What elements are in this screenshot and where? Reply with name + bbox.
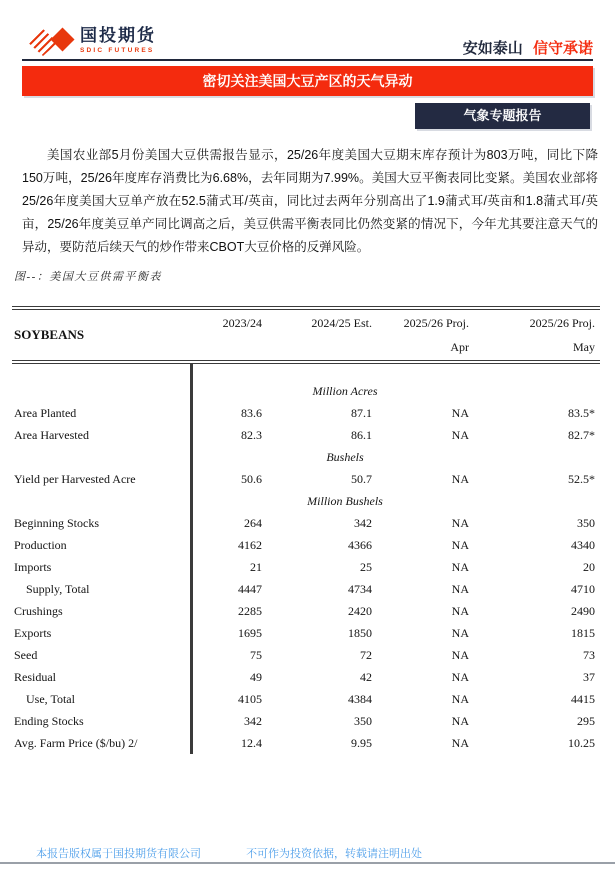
report-title-banner: 密切关注美国大豆产区的天气异动 bbox=[22, 66, 593, 96]
cell-value: NA bbox=[451, 405, 469, 420]
row-label: Exports bbox=[14, 625, 52, 640]
cell-value: 37 bbox=[583, 669, 595, 684]
table-row bbox=[12, 402, 600, 424]
cell-value: 73 bbox=[583, 647, 595, 662]
cell-value: 82.3 bbox=[241, 427, 262, 442]
table-row bbox=[12, 468, 600, 490]
column-header: 2025/26 Proj. bbox=[529, 316, 595, 330]
cell-value: 52.5* bbox=[568, 471, 595, 486]
cell-value: NA bbox=[451, 471, 469, 486]
cell-value: NA bbox=[451, 603, 469, 618]
figure-caption: 图--：美国大豆供需平衡表 bbox=[14, 271, 162, 283]
sdic-futures-logo-icon bbox=[28, 25, 78, 59]
cell-value: NA bbox=[451, 647, 469, 662]
cell-value: 1695 bbox=[238, 625, 262, 640]
cell-value: NA bbox=[451, 427, 469, 442]
row-label: Supply, Total bbox=[26, 581, 90, 596]
table-section-row bbox=[12, 446, 600, 468]
cell-value: 83.5* bbox=[568, 405, 595, 420]
table-section-row bbox=[12, 380, 600, 402]
cell-value: 75 bbox=[250, 647, 262, 662]
cell-value: 9.95 bbox=[351, 735, 372, 750]
table-header bbox=[12, 306, 600, 364]
row-label: Area Planted bbox=[14, 405, 77, 420]
footer-disclaimer: 不可作为投资依据，转载请注明出处 bbox=[246, 848, 423, 860]
column-subheader: Apr bbox=[450, 340, 469, 354]
table-row bbox=[12, 578, 600, 600]
cell-value: 264 bbox=[244, 515, 262, 530]
footer bbox=[36, 845, 422, 861]
row-label: Avg. Farm Price ($/bu) 2/ bbox=[14, 735, 138, 750]
cell-value: 295 bbox=[577, 713, 595, 728]
row-label: Area Harvested bbox=[14, 427, 89, 442]
row-label: Residual bbox=[14, 669, 56, 684]
row-label: Ending Stocks bbox=[14, 713, 84, 728]
column-header: 2025/26 Proj. bbox=[403, 316, 469, 330]
cell-value: 4447 bbox=[238, 581, 262, 596]
table-row bbox=[12, 710, 600, 732]
table-section-row bbox=[12, 490, 600, 512]
table-row bbox=[12, 424, 600, 446]
cell-value: 25 bbox=[360, 559, 372, 574]
cell-value: 4105 bbox=[238, 691, 262, 706]
cell-value: 2285 bbox=[238, 603, 262, 618]
cell-value: 2420 bbox=[348, 603, 372, 618]
soybean-balance-table bbox=[12, 306, 600, 754]
cell-value: 50.7 bbox=[351, 471, 372, 486]
table-row bbox=[12, 600, 600, 622]
cell-value: 4162 bbox=[238, 537, 262, 552]
cell-value: 4384 bbox=[348, 691, 372, 706]
cell-value: 4415 bbox=[571, 691, 595, 706]
row-label: Imports bbox=[14, 559, 52, 574]
section-unit-label: Million Bushels bbox=[307, 494, 383, 508]
table-body bbox=[12, 364, 600, 754]
column-subheader: May bbox=[573, 340, 595, 354]
cell-value: 1815 bbox=[571, 625, 595, 640]
summary-paragraph: 美国农业部5月份美国大豆供需报告显示，25/26年度美国大豆期末库存预计为803万吨，同比下降150万吨，25/26年度库存消费比为6.68%，去年同期为7.99%。美国大豆平衡表同比变紧。美国农业部将25/26年度美国大豆单产放在52.5蒲式耳/英亩，同比过去两年分别高出了1.9蒲式耳/英亩和1.8蒲式耳/英亩，25/26年度美豆单产同比调高之后，美豆供需平衡表同比仍然变紧的情况下，今年尤其要注意天气的异动，要防范后续天气的炒作带来CBOT大豆价格的反弹风险。 bbox=[22, 148, 598, 254]
cell-value: 350 bbox=[354, 713, 372, 728]
section-unit-label: Million Acres bbox=[312, 384, 378, 398]
row-label: Use, Total bbox=[26, 691, 75, 706]
cell-value: 86.1 bbox=[351, 427, 372, 442]
table-row bbox=[12, 666, 600, 688]
cell-value: 21 bbox=[250, 559, 262, 574]
section-unit-label: Bushels bbox=[326, 450, 364, 464]
table-row bbox=[12, 622, 600, 644]
table-vertical-divider bbox=[190, 364, 193, 754]
cell-value: 83.6 bbox=[241, 405, 262, 420]
table-row bbox=[12, 644, 600, 666]
cell-value: 49 bbox=[250, 669, 262, 684]
cell-value: 1850 bbox=[348, 625, 372, 640]
brand-subname: SDIC FUTURES bbox=[80, 47, 155, 54]
table-title: SOYBEANS bbox=[14, 327, 85, 342]
table-row bbox=[12, 512, 600, 534]
cell-value: NA bbox=[451, 669, 469, 684]
cell-value: 50.6 bbox=[241, 471, 262, 486]
cell-value: 20 bbox=[583, 559, 595, 574]
row-label: Beginning Stocks bbox=[14, 515, 100, 530]
report-type-banner: 气象专题报告 bbox=[415, 103, 590, 129]
cell-value: 87.1 bbox=[351, 405, 372, 420]
logo-diamond-icon bbox=[50, 27, 74, 51]
table-row bbox=[12, 688, 600, 710]
cell-value: 42 bbox=[360, 669, 372, 684]
row-label: Seed bbox=[14, 647, 38, 662]
cell-value: 82.7* bbox=[568, 427, 595, 442]
cell-value: NA bbox=[451, 735, 469, 750]
cell-value: 10.25 bbox=[568, 735, 595, 750]
row-label: Yield per Harvested Acre bbox=[14, 471, 136, 486]
footer-copyright: 本报告版权属于国投期货有限公司 bbox=[36, 848, 201, 860]
cell-value: 4734 bbox=[348, 581, 372, 596]
cell-value: NA bbox=[451, 625, 469, 640]
cell-value: 350 bbox=[577, 515, 595, 530]
cell-value: NA bbox=[451, 515, 469, 530]
cell-value: 4340 bbox=[571, 537, 595, 552]
cell-value: NA bbox=[451, 691, 469, 706]
slogan-red-text: 信守承诺 bbox=[532, 40, 593, 57]
cell-value: 342 bbox=[244, 713, 262, 728]
cell-value: NA bbox=[451, 581, 469, 596]
cell-value: 12.4 bbox=[241, 735, 262, 750]
cell-value: 4710 bbox=[571, 581, 595, 596]
brand-name: 国投期货 bbox=[80, 26, 156, 45]
slogan-dark-text: 安如泰山 bbox=[462, 40, 523, 57]
row-label: Production bbox=[14, 537, 67, 552]
table-row bbox=[12, 732, 600, 754]
cell-value: 2490 bbox=[571, 603, 595, 618]
header-divider bbox=[22, 59, 593, 61]
footer-bottom-bar bbox=[0, 862, 615, 864]
row-label: Crushings bbox=[14, 603, 63, 618]
cell-value: 342 bbox=[354, 515, 372, 530]
table-row bbox=[12, 556, 600, 578]
table-row bbox=[12, 534, 600, 556]
cell-value: NA bbox=[451, 713, 469, 728]
brand-slogan bbox=[463, 37, 593, 58]
cell-value: NA bbox=[451, 559, 469, 574]
cell-value: NA bbox=[451, 537, 469, 552]
column-header: 2023/24 bbox=[222, 316, 262, 330]
column-header: 2024/25 Est. bbox=[311, 316, 372, 330]
logo-text-block bbox=[80, 26, 156, 54]
cell-value: 72 bbox=[360, 647, 372, 662]
cell-value: 4366 bbox=[348, 537, 372, 552]
